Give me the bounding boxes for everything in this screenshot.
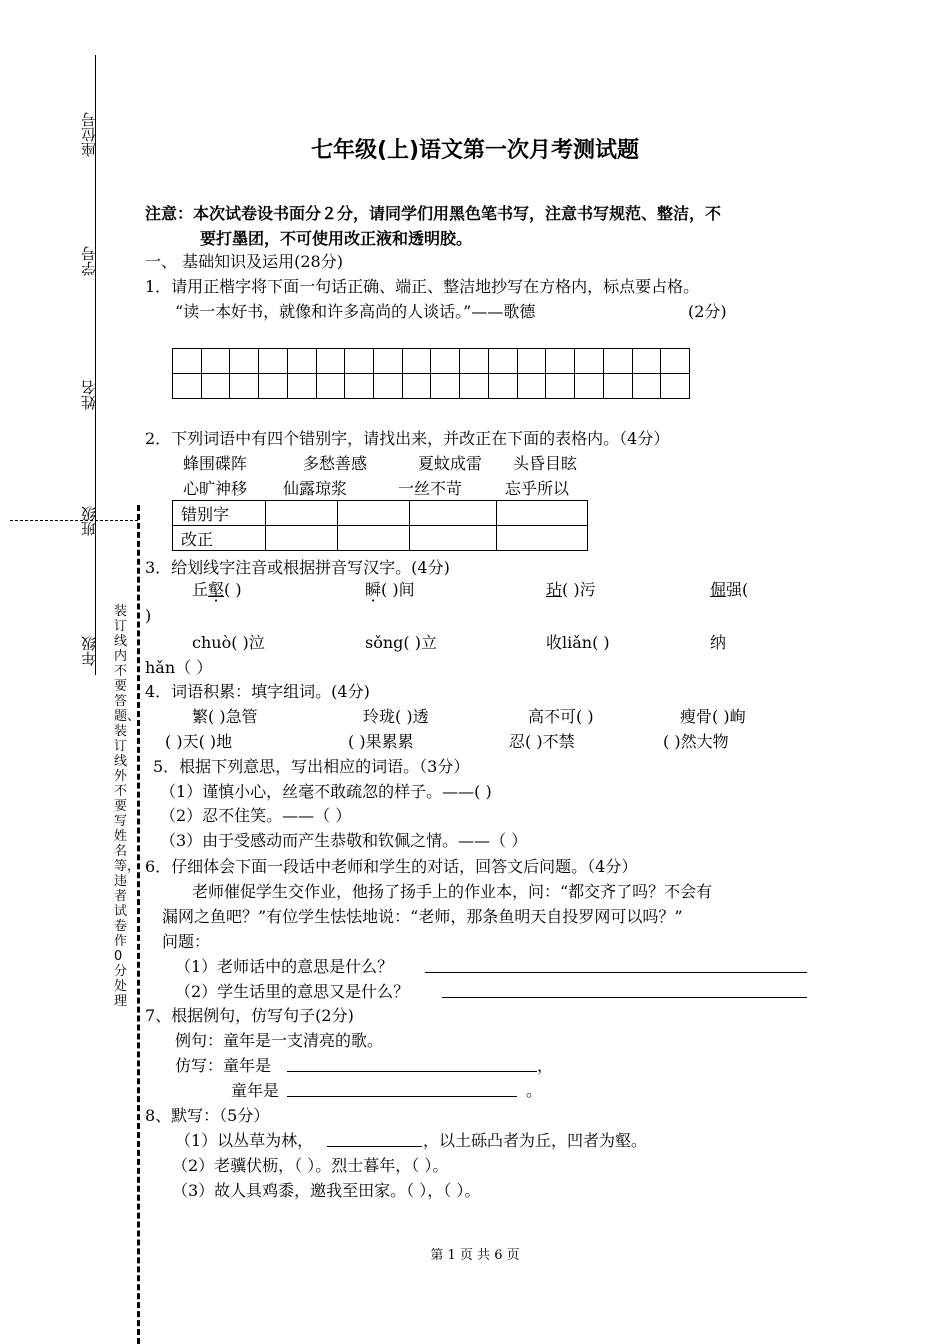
grid-cell[interactable] xyxy=(632,374,661,399)
binding-dash-vertical xyxy=(137,505,140,1344)
grid-cell[interactable] xyxy=(546,374,575,399)
grid-cell[interactable] xyxy=(287,374,316,399)
q2-word: 头昏目眩 xyxy=(513,454,578,473)
q2-word: 忘乎所以 xyxy=(505,479,570,498)
q5-item-3: （3）由于受感动而产生恭敬和钦佩之情。——（ ） xyxy=(160,831,528,850)
q3-item-4-char: 倔 xyxy=(710,580,727,599)
grid-cell[interactable] xyxy=(546,349,575,374)
q7-comma: ， xyxy=(537,1056,554,1075)
binding-dash-horizontal xyxy=(10,520,138,521)
q3-item-2-blank: ( )间 xyxy=(381,580,415,599)
correction-cell[interactable] xyxy=(410,501,497,526)
q3-item-4 xyxy=(710,578,748,602)
grid-cell[interactable] xyxy=(173,349,202,374)
q7-period: 。 xyxy=(526,1081,543,1100)
q8-item-3: （3）故人具鸡黍，邀我至田家。（ ），（ ）。 xyxy=(172,1181,481,1200)
q6-question-1: （1）老师话中的意思是什么？ xyxy=(175,957,394,976)
grid-cell[interactable] xyxy=(316,374,345,399)
grid-cell[interactable] xyxy=(201,374,230,399)
q8-answer-line-1[interactable] xyxy=(327,1146,422,1147)
q7-imitation-2: 童年是 xyxy=(231,1081,280,1100)
grade-label: 年级 xyxy=(80,636,98,666)
grid-cell[interactable] xyxy=(402,374,431,399)
q2-word: 仙露琼浆 xyxy=(283,479,348,498)
q2-word: 心旷神移 xyxy=(183,479,248,498)
q3-item-2 xyxy=(365,578,415,602)
q7-answer-line-2[interactable] xyxy=(287,1096,517,1097)
q2-word: 一丝不苛 xyxy=(398,479,463,498)
q7-instruction: 7、根据例句，仿写句子(2分) xyxy=(145,1006,354,1025)
q1-score: (2分) xyxy=(688,302,727,321)
q4-item: ( )天( )地 xyxy=(165,732,233,751)
q4-instruction: 4．词语积累：填字组词。(4分) xyxy=(145,682,370,701)
q4-item: ( )果累累 xyxy=(348,732,414,751)
correction-cell[interactable] xyxy=(497,526,588,551)
q4-item: 瘦骨( )峋 xyxy=(680,707,746,726)
correction-table xyxy=(172,500,588,551)
correction-table-header-wrong: 错别字 xyxy=(173,501,266,526)
grid-cell[interactable] xyxy=(259,374,288,399)
grid-cell[interactable] xyxy=(345,374,374,399)
q2-word: 蜂围碟阵 xyxy=(183,454,248,473)
q4-item: 玲珑( )透 xyxy=(363,707,429,726)
q4-item: 高不可( ) xyxy=(528,707,594,726)
binding-warning: 装订线内不要答题、装订线外不要写姓名等，违者试卷作0分处理 xyxy=(114,604,141,1009)
grid-cell[interactable] xyxy=(230,374,259,399)
correction-cell[interactable] xyxy=(338,526,410,551)
notice-line-1: 注意：本次试卷设书面分２分，请同学们用黑色笔书写，注意书写规范、整洁，不 xyxy=(145,204,722,223)
q8-item-1b: ，以土砾凸者为丘，凹者为壑。 xyxy=(423,1131,648,1150)
grid-cell[interactable] xyxy=(431,374,460,399)
q1-quote: “读一本好书，就像和许多高尚的人谈话。”——歌德 xyxy=(175,302,536,321)
q3-item-1-prefix: 丘 xyxy=(192,580,209,599)
grid-cell[interactable] xyxy=(173,374,202,399)
grid-cell[interactable] xyxy=(661,349,690,374)
grid-cell[interactable] xyxy=(661,374,690,399)
q7-example: 例句：童年是一支清亮的歌。 xyxy=(175,1031,384,1050)
q3-item-3-blank: ( )污 xyxy=(562,580,596,599)
q3-item-3-char: 玷 xyxy=(546,580,563,599)
q3-pinyin-4: 纳 xyxy=(710,633,727,652)
page-footer: 第 1 页 共 6 页 xyxy=(430,1248,520,1263)
q3-item-1 xyxy=(192,578,242,602)
q5-item-2: （2）忍不住笑。——（ ） xyxy=(160,806,352,825)
grid-cell[interactable] xyxy=(603,349,632,374)
class-label: 班级 xyxy=(80,506,98,536)
q3-pinyin-3: 收liǎn( ) xyxy=(546,633,610,652)
q2-word: 多愁善感 xyxy=(303,454,368,473)
q5-item-1: （1）谨慎小心，丝毫不敢疏忽的样子。——( ) xyxy=(160,782,492,801)
grid-cell[interactable] xyxy=(575,349,604,374)
correction-cell[interactable] xyxy=(410,526,497,551)
grid-cell[interactable] xyxy=(374,374,403,399)
q8-item-2: （2）老骥伏枥，（ ）。烈士暮年，（ ）。 xyxy=(172,1156,449,1175)
q8-item-1a: （1）以丛草为林， xyxy=(175,1131,314,1150)
grid-cell[interactable] xyxy=(488,349,517,374)
seat-number-label: 座位号 xyxy=(80,112,98,157)
q3-pinyin-5: hǎn（ ） xyxy=(145,658,213,677)
grid-cell[interactable] xyxy=(488,374,517,399)
q6-answer-line-2[interactable] xyxy=(442,997,807,998)
grid-cell[interactable] xyxy=(230,349,259,374)
grid-cell[interactable] xyxy=(603,374,632,399)
q3-item-2-char: 瞬 xyxy=(365,580,382,599)
q4-item: 忍( )不禁 xyxy=(509,732,575,751)
q1-instruction: 1．请用正楷字将下面一句话正确、端正、整洁地抄写在方格内，标点要占格。 xyxy=(145,277,700,296)
grid-cell[interactable] xyxy=(201,349,230,374)
student-id-label: 学号 xyxy=(80,246,98,276)
correction-cell[interactable] xyxy=(497,501,588,526)
q2-word: 夏蚊成雷 xyxy=(418,454,483,473)
grid-cell[interactable] xyxy=(460,374,489,399)
correction-cell[interactable] xyxy=(266,526,338,551)
grid-cell[interactable] xyxy=(517,349,546,374)
q3-pinyin-1: chuò( )泣 xyxy=(192,633,265,652)
q4-item: ( )然大物 xyxy=(663,732,729,751)
q3-item-1-blank: ( ) xyxy=(224,580,242,599)
writing-grid[interactable] xyxy=(172,348,690,399)
q6-instruction: 6．仔细体会下面一段话中老师和学生的对话，回答文后问题。（4分） xyxy=(145,857,638,876)
page-title: 七年级(上)语文第一次月考测试题 xyxy=(310,138,640,163)
q3-item-1-char: 壑 xyxy=(208,580,225,599)
grid-cell[interactable] xyxy=(316,349,345,374)
grid-cell[interactable] xyxy=(575,374,604,399)
grid-cell[interactable] xyxy=(287,349,316,374)
correction-cell[interactable] xyxy=(338,501,410,526)
q3-wrap: ) xyxy=(145,606,152,625)
name-label: 姓名 xyxy=(80,380,98,410)
q3-pinyin-2: sǒng( )立 xyxy=(365,633,437,652)
q6-passage-1: 老师催促学生交作业，他扬了扬手上的作业本，问：“都交齐了吗？不会有 xyxy=(192,882,713,901)
notice-line-2: 要打墨团，不可使用改正液和透明胶。 xyxy=(200,229,473,248)
q2-instruction: 2．下列词语中有四个错别字，请找出来，并改正在下面的表格内。（4分） xyxy=(145,429,670,448)
correction-table-header-fix: 改正 xyxy=(173,526,266,551)
grid-cell[interactable] xyxy=(374,349,403,374)
q6-question-2: （2）学生话里的意思又是什么？ xyxy=(175,982,410,1001)
grid-cell[interactable] xyxy=(431,349,460,374)
grid-cell[interactable] xyxy=(460,349,489,374)
q8-instruction: 8、默写：（5分） xyxy=(145,1106,270,1125)
q4-item: 繁( )急管 xyxy=(192,707,258,726)
grid-cell[interactable] xyxy=(517,374,546,399)
grid-cell[interactable] xyxy=(345,349,374,374)
q6-answer-line-1[interactable] xyxy=(425,972,807,973)
q7-answer-line-1[interactable] xyxy=(287,1071,537,1072)
grid-cell[interactable] xyxy=(402,349,431,374)
q3-item-4-blank: 强( xyxy=(726,580,749,599)
q3-item-3 xyxy=(546,578,596,602)
q3-instruction: 3．给划线字注音或根据拼音写汉字。(4分) xyxy=(145,558,450,577)
correction-cell[interactable] xyxy=(266,501,338,526)
q6-passage-2: 漏网之鱼吧？”有位学生怯怯地说：“老师，那条鱼明天自投罗网可以吗？” xyxy=(162,907,683,926)
grid-cell[interactable] xyxy=(259,349,288,374)
grid-cell[interactable] xyxy=(632,349,661,374)
q6-passage-3: 问题： xyxy=(162,932,211,951)
q5-instruction: 5．根据下列意思，写出相应的词语。（3分） xyxy=(153,757,470,776)
q7-imitation-1: 仿写：童年是 xyxy=(175,1056,272,1075)
section-1-heading: 一、 基础知识及运用(28分) xyxy=(145,252,343,271)
